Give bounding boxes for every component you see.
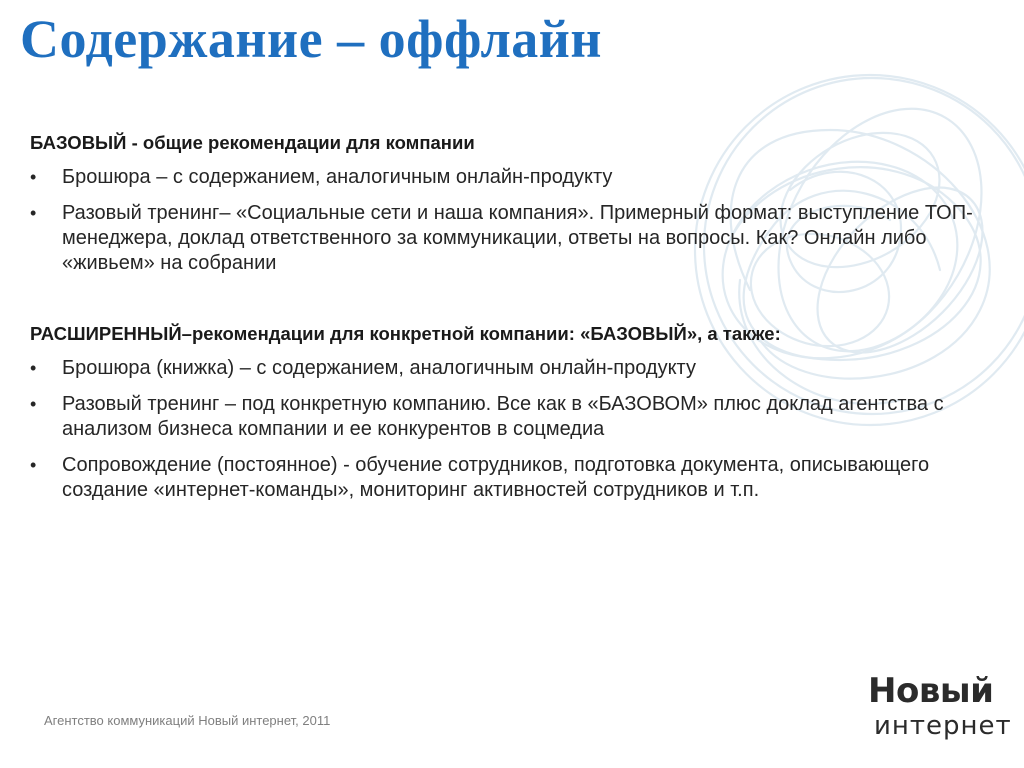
list-item	[30, 453, 990, 503]
basic-section	[30, 130, 990, 276]
logo-line1: Новый	[868, 671, 994, 711]
bullet-icon: •	[30, 203, 37, 223]
extended-section	[30, 321, 990, 503]
list-item-text: Разовый тренинг – под конкретную компанию. Все как в «БАЗОВОМ» плюс доклад агентства с анализом бизнеса компании и ее конкурентов в соцмедиа	[62, 393, 944, 440]
extended-heading: РАСШИРЕННЫЙ–рекомендации для конкретной компании: «БАЗОВЫЙ», а также:	[30, 323, 781, 344]
list-item	[30, 356, 990, 381]
list-item-text: Сопровождение (постоянное) - обучение сотрудников, подготовка документа, описывающего создание «интернет-команды», мониторинг активностей сотрудников и т.п.	[62, 454, 930, 501]
extended-list	[30, 356, 990, 503]
company-logo	[868, 671, 1012, 752]
list-item	[30, 165, 990, 190]
bullet-icon: •	[30, 394, 37, 414]
bullet-icon: •	[30, 455, 37, 475]
slide-title: Содержание – оффлайн	[20, 9, 603, 69]
logo-line2: интернет	[874, 711, 1012, 741]
list-item	[30, 392, 990, 442]
footer-text: Агентство коммуникаций Новый интернет, 2011	[44, 713, 331, 728]
list-item-text: Брошюра – с содержанием, аналогичным онлайн-продукту	[62, 166, 613, 188]
bullet-icon: •	[30, 167, 37, 187]
basic-list	[30, 165, 990, 276]
slide-content	[30, 130, 990, 503]
bullet-icon: •	[30, 358, 37, 378]
basic-heading: БАЗОВЫЙ - общие рекомендации для компании	[30, 132, 475, 153]
list-item-text: Брошюра (книжка) – с содержанием, аналогичным онлайн-продукту	[62, 357, 696, 379]
list-item	[30, 201, 990, 276]
list-item-text: Разовый тренинг– «Социальные сети и наша компания». Примерный формат: выступление ТОП-менеджера, доклад ответственного за коммуникации, ответы на вопросы. Как? Онлайн либо «живьем» на собрании	[62, 202, 973, 274]
